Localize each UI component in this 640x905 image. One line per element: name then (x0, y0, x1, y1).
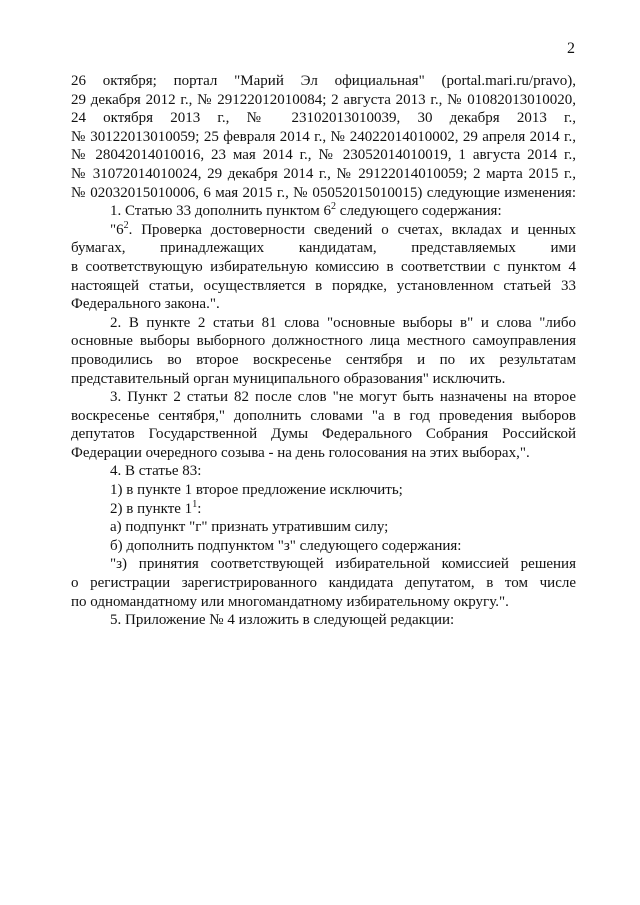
page-number: 2 (567, 40, 575, 57)
line-text: основные выборы выборного должностного лица местного самоуправления (71, 333, 576, 350)
line-text-after: . Проверка достоверности сведений о счетах, вкладах и ценных (128, 221, 576, 238)
text-line (71, 537, 576, 556)
line-text: 3. Пункт 2 статьи 82 после слов "не могут быть назначены на второе (110, 389, 576, 406)
text-line (71, 500, 576, 519)
line-text: о регистрации зарегистрированного кандидата депутатом, в том числе (71, 575, 576, 592)
text-line (71, 109, 576, 128)
text-line (71, 239, 576, 258)
line-text-after: следующего содержания: (336, 203, 502, 220)
line-text: № 28042014010016, 23 мая 2014 г., № 23052014010019, 1 августа 2014 г., (71, 147, 576, 164)
line-text: № 02032015010006, 6 мая 2015 г., № 05052015010015) следующие изменения: (71, 184, 576, 201)
line-text: проводились во второе воскресенье сентября и по их результатам (71, 351, 576, 368)
text-line (71, 184, 576, 203)
text-line (71, 444, 576, 463)
text-line (71, 128, 576, 147)
text-line (71, 146, 576, 165)
line-text: 1. Статью 33 дополнить пунктом 6 (110, 203, 332, 220)
text-line (71, 388, 576, 407)
text-line (71, 425, 576, 444)
line-text: депутатов Государственной Думы Федерального Собрания Российской (71, 426, 576, 443)
text-line (71, 370, 576, 389)
line-text: Федерации очередного созыва - на день голосования на этих выборах,". (71, 444, 530, 461)
line-text: по одномандатному или многомандатному избирательному округу.". (71, 593, 509, 610)
text-line (71, 314, 576, 333)
line-text-after: : (197, 500, 202, 517)
line-text: 2) в пункте 1 (110, 500, 193, 517)
text-line (71, 165, 576, 184)
text-line (71, 91, 576, 110)
text-line (71, 295, 576, 314)
text-line (71, 555, 576, 574)
line-text: в соответствующую избирательную комиссию в соответствии с пунктом 4 (71, 258, 576, 275)
line-text: 4. В статье 83: (110, 463, 202, 480)
line-text: № 30122013010059; 25 февраля 2014 г., № 24022014010002, 29 апреля 2014 г., (71, 128, 576, 145)
line-text: а) подпункт "г" признать утратившим силу; (110, 519, 389, 536)
text-line (71, 202, 576, 221)
line-text: Федерального закона.". (71, 296, 220, 313)
text-line (71, 462, 576, 481)
text-line (71, 258, 576, 277)
text-line (71, 518, 576, 537)
line-text: 1) в пункте 1 второе предложение исключить; (110, 482, 403, 499)
superscript: 2 (123, 219, 129, 231)
superscript: 2 (331, 201, 337, 213)
line-text: 24 октября 2013 г., № 23102013010039, 30 декабря 2013 г., (71, 110, 576, 127)
text-line (71, 593, 576, 612)
text-line (71, 351, 576, 370)
text-line (71, 574, 576, 593)
line-text: бумагах, принадлежащих кандидатам, представляемых ими (71, 240, 576, 257)
line-text: "6 (110, 221, 124, 238)
text-line (71, 72, 576, 91)
line-text: воскресенье сентября," дополнить словами "а в год проведения выборов (71, 407, 576, 424)
line-text: "з) принятия соответствующей избирательной комиссией решения (110, 556, 576, 573)
text-line (71, 221, 576, 240)
text-line (71, 407, 576, 426)
line-text: 29 декабря 2012 г., № 29122012010084; 2 августа 2013 г., № 01082013010020, (71, 91, 576, 108)
line-text: представительный орган муниципального образования" исключить. (71, 370, 506, 387)
text-line (71, 332, 576, 351)
line-text: 5. Приложение № 4 изложить в следующей редакции: (110, 612, 455, 629)
document-body (71, 72, 576, 630)
line-text: настоящей статьи, осуществляется в порядке, установленном статьей 33 (71, 277, 576, 294)
text-line (71, 611, 576, 630)
line-text: 2. В пункте 2 статьи 81 слова "основные выборы в" и слова "либо (110, 314, 576, 331)
superscript: 1 (192, 498, 198, 510)
text-line (71, 481, 576, 500)
line-text: б) дополнить подпунктом "з" следующего содержания: (110, 537, 462, 554)
line-text: 26 октября; портал "Марий Эл официальная" (portal.mari.ru/pravo), (71, 73, 576, 89)
line-text: № 31072014010024, 29 декабря 2014 г., № 29122014010059; 2 марта 2015 г., (71, 165, 576, 182)
text-line (71, 277, 576, 296)
